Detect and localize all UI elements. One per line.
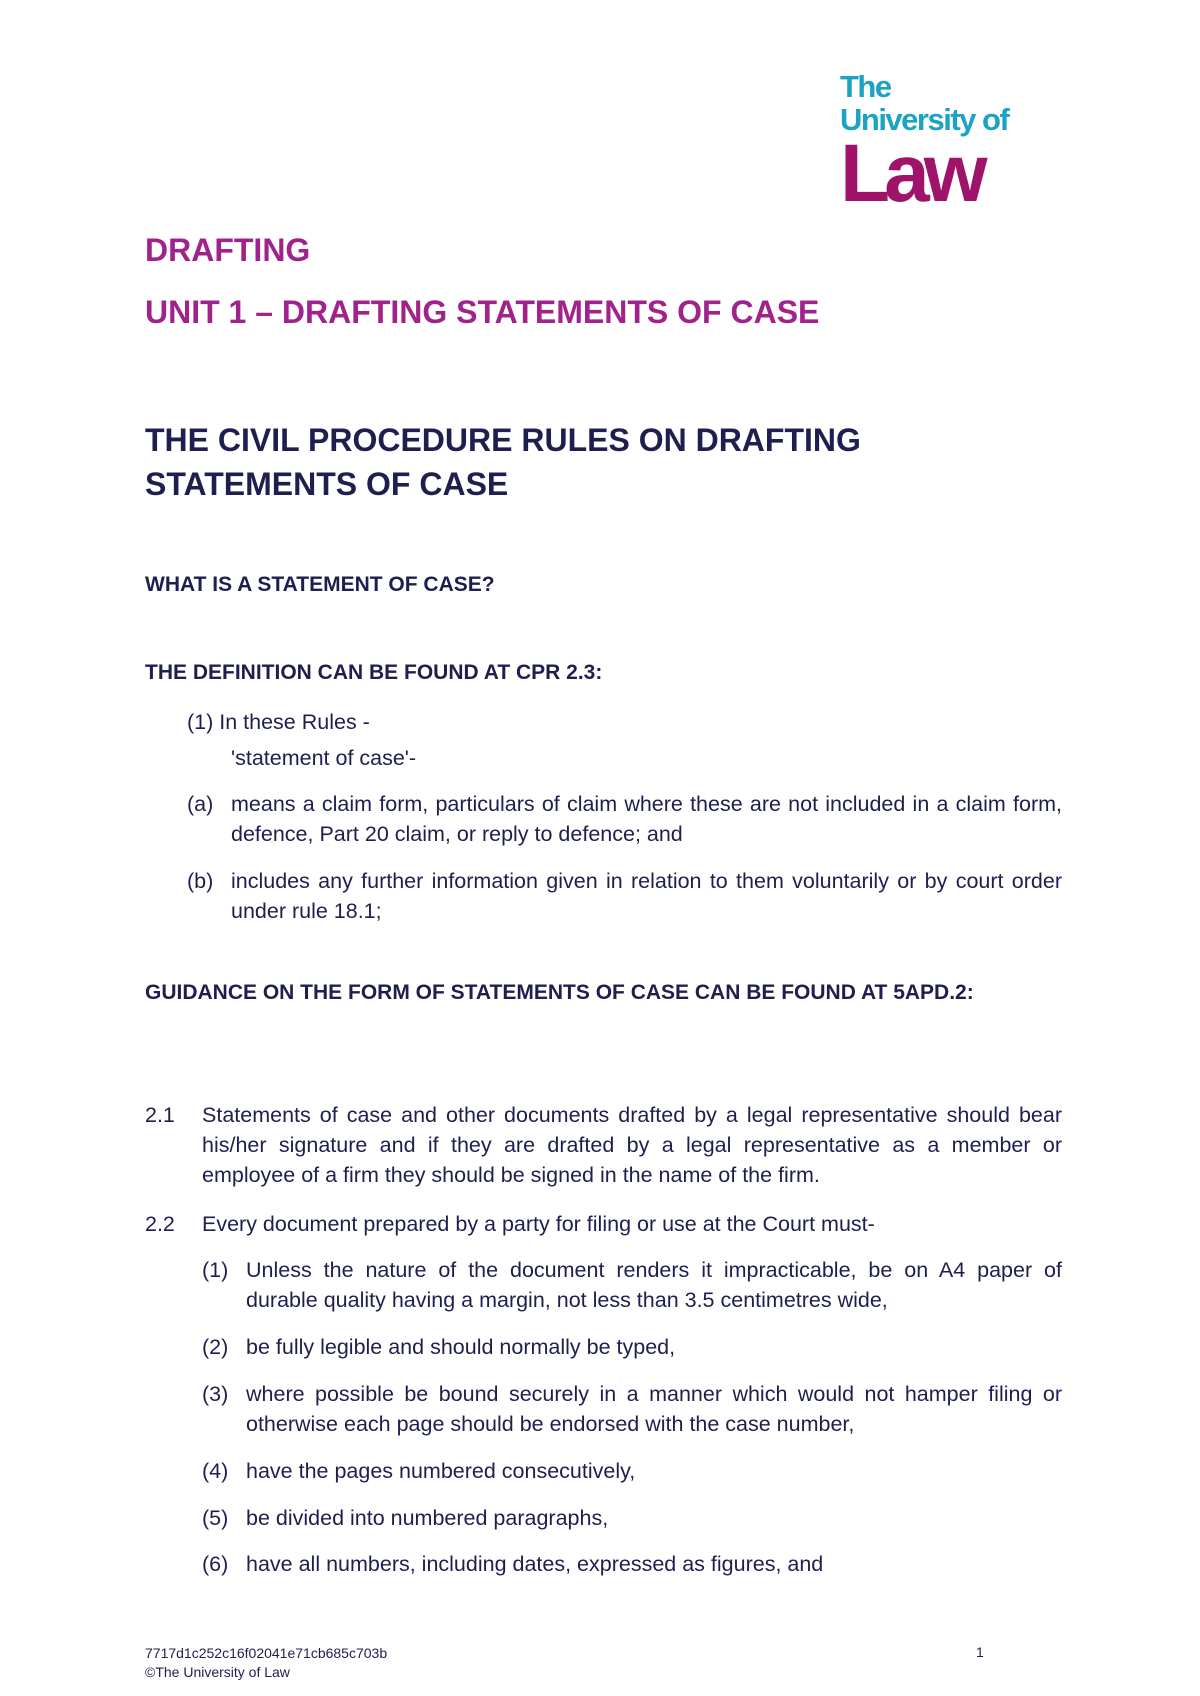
subitem-label: (2) [202,1335,229,1359]
subitem-text: be fully legible and should normally be typed, [246,1335,676,1359]
section-heading-what-is: WHAT IS A STATEMENT OF CASE? [145,573,495,596]
subitem-label: (4) [202,1459,229,1483]
term-definition: 'statement of case'- [231,746,417,770]
subitem-label: (3) [202,1382,229,1406]
copyright-notice: ©The University of Law [145,1664,290,1680]
item-label: (b) [187,869,214,893]
definition-item-b [187,866,1062,926]
item-text: includes any further information given in relation to them voluntarily or by court order under rule 18.1; [231,869,1062,923]
paragraph-2-1 [145,1100,1062,1190]
main-heading: THE CIVIL PROCEDURE RULES ON DRAFTING STATEMENTS OF CASE [145,422,861,502]
subitem-text: have all numbers, including dates, expressed as figures, and [246,1552,824,1576]
page-footer [145,1644,387,1682]
document-id: 7717d1c252c16f02041e71cb685c703b [145,1645,388,1661]
section-heading-definition: THE DEFINITION CAN BE FOUND AT CPR 2.3: [145,661,603,684]
item-text: means a claim form, particulars of claim where these are not included in a claim form, defence, Part 20 claim, or reply to defence; and [231,792,1062,846]
subitem-5 [202,1503,1062,1533]
subitem-text: where possible be bound securely in a manner which would not hamper filing or otherwise each page should be endorsed with the case number, [246,1382,1062,1436]
paragraph-label: 2.1 [145,1103,175,1127]
subitem-text: have the pages numbered consecutively, [246,1459,636,1483]
subitem-label: (5) [202,1506,229,1530]
item-label: (a) [187,792,214,816]
subitem-3 [202,1379,1062,1439]
subitem-text: be divided into numbered paragraphs, [246,1506,609,1530]
subitem-text: Unless the nature of the document renders it impracticable, be on A4 paper of durable quality having a margin, not less than 3.5 centimetres wide, [246,1258,1062,1312]
university-logo [840,69,1020,219]
definition-item-a [187,789,1062,849]
subitem-4 [202,1456,1062,1486]
logo-line-law: Law [840,128,982,219]
paragraph-label: 2.2 [145,1212,175,1236]
page-number: 1 [976,1644,984,1660]
subitem-6 [202,1549,1062,1579]
subitem-1 [202,1255,1062,1315]
section-heading-guidance: GUIDANCE ON THE FORM OF STATEMENTS OF CASE CAN BE FOUND AT 5APD.2: [145,981,974,1004]
paragraph-2-2 [145,1209,1062,1239]
document-title: DRAFTING [145,232,311,268]
subitem-label: (6) [202,1552,229,1576]
subitem-label: (1) [202,1258,229,1282]
rule-line: (1) In these Rules - [187,710,370,734]
subitem-2 [202,1332,1062,1362]
paragraph-text: Statements of case and other documents drafted by a legal representative should bear his/her signature and if they are drafted by a legal representative as a member or employee of a firm they should be signed in the name of the firm. [202,1103,1062,1187]
logo-line-the: The [840,69,891,104]
unit-title: UNIT 1 – DRAFTING STATEMENTS OF CASE [145,294,820,330]
logo-line-university: University of [840,102,1009,137]
paragraph-text: Every document prepared by a party for filing or use at the Court must- [202,1212,875,1236]
